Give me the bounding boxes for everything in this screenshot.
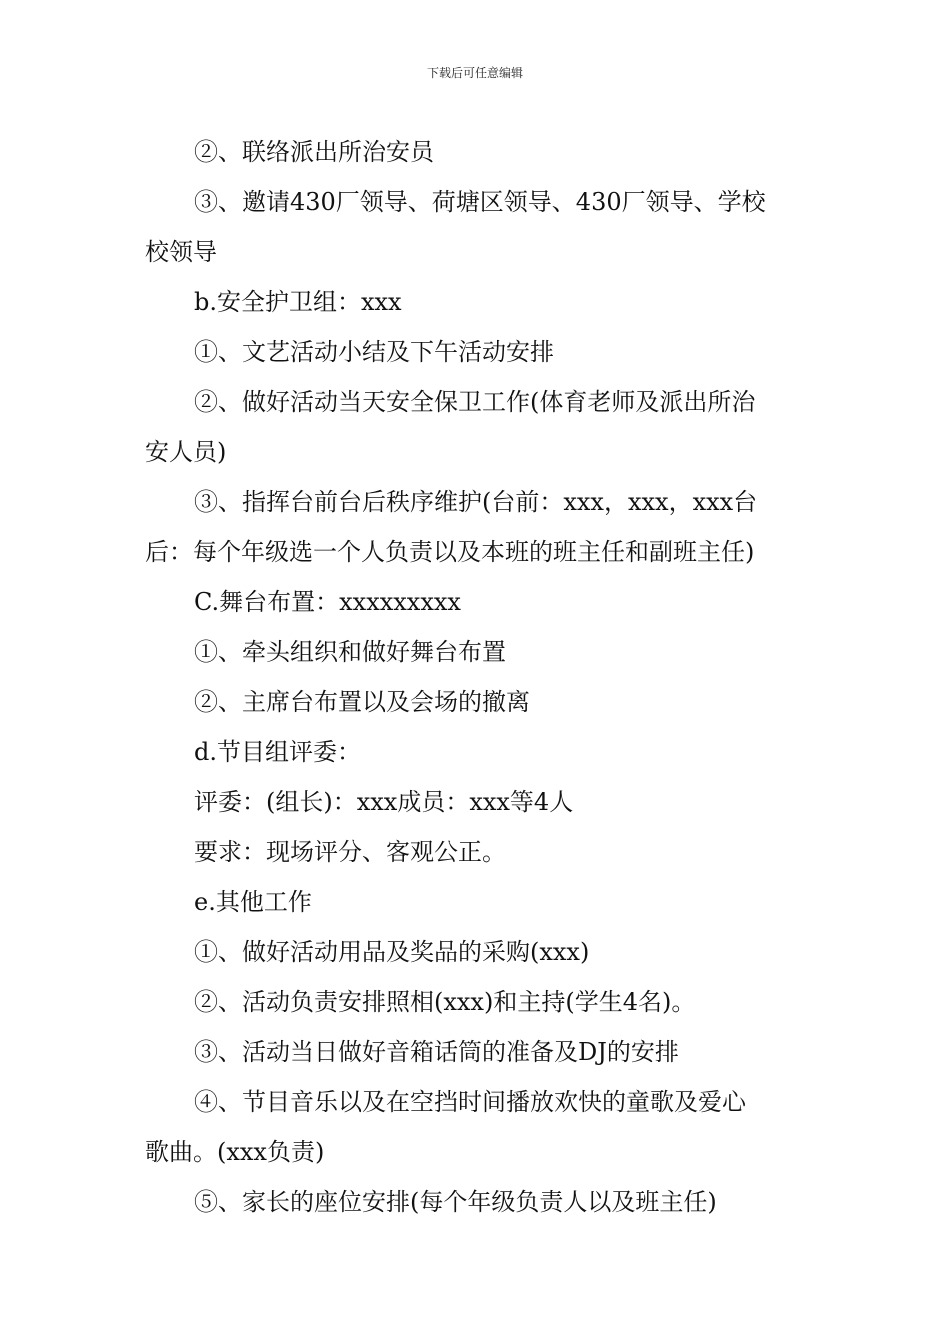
text-line: ③、邀请430厂领导、荷塘区领导、430厂领导、学校	[194, 188, 766, 216]
document-body	[145, 127, 807, 1227]
text-line: ④、节目音乐以及在空挡时间播放欢快的童歌及爱心	[194, 1088, 746, 1116]
text-line: ③、指挥台前台后秩序维护(台前：xxx，xxx，xxx台	[194, 488, 758, 516]
text-line: ⑤、家长的座位安排(每个年级负责人以及班主任)	[194, 1188, 717, 1216]
text-line: 要求：现场评分、客观公正。	[194, 838, 506, 866]
text-line: ②、主席台布置以及会场的撤离	[194, 688, 530, 716]
text-line: d.节目组评委：	[194, 738, 361, 766]
text-line: 后：每个年级选一个人负责以及本班的班主任和副班主任)	[145, 538, 755, 566]
text-line: b.安全护卫组：xxx	[194, 288, 402, 316]
text-line: e.其他工作	[194, 888, 312, 916]
text-line: 校领导	[145, 238, 217, 266]
text-line: 歌曲。(xxx负责)	[145, 1138, 325, 1166]
text-line: ①、做好活动用品及奖品的采购(xxx)	[194, 938, 590, 966]
text-line: ①、文艺活动小结及下午活动安排	[194, 338, 554, 366]
text-line: 安人员)	[145, 438, 227, 466]
text-line: ②、联络派出所治安员	[194, 138, 434, 166]
text-line: ②、做好活动当天安全保卫工作(体育老师及派出所治	[194, 388, 756, 416]
text-line: ①、牵头组织和做好舞台布置	[194, 638, 506, 666]
text-line: 评委：(组长)：xxx成员：xxx等4人	[194, 788, 574, 816]
text-line: ②、活动负责安排照相(xxx)和主持(学生4名)。	[194, 988, 696, 1016]
text-line: C.舞台布置：xxxxxxxxx	[194, 588, 461, 616]
text-line: ③、活动当日做好音箱话筒的准备及DJ的安排	[194, 1038, 679, 1066]
page-header: 下载后可任意编辑	[426, 66, 523, 80]
